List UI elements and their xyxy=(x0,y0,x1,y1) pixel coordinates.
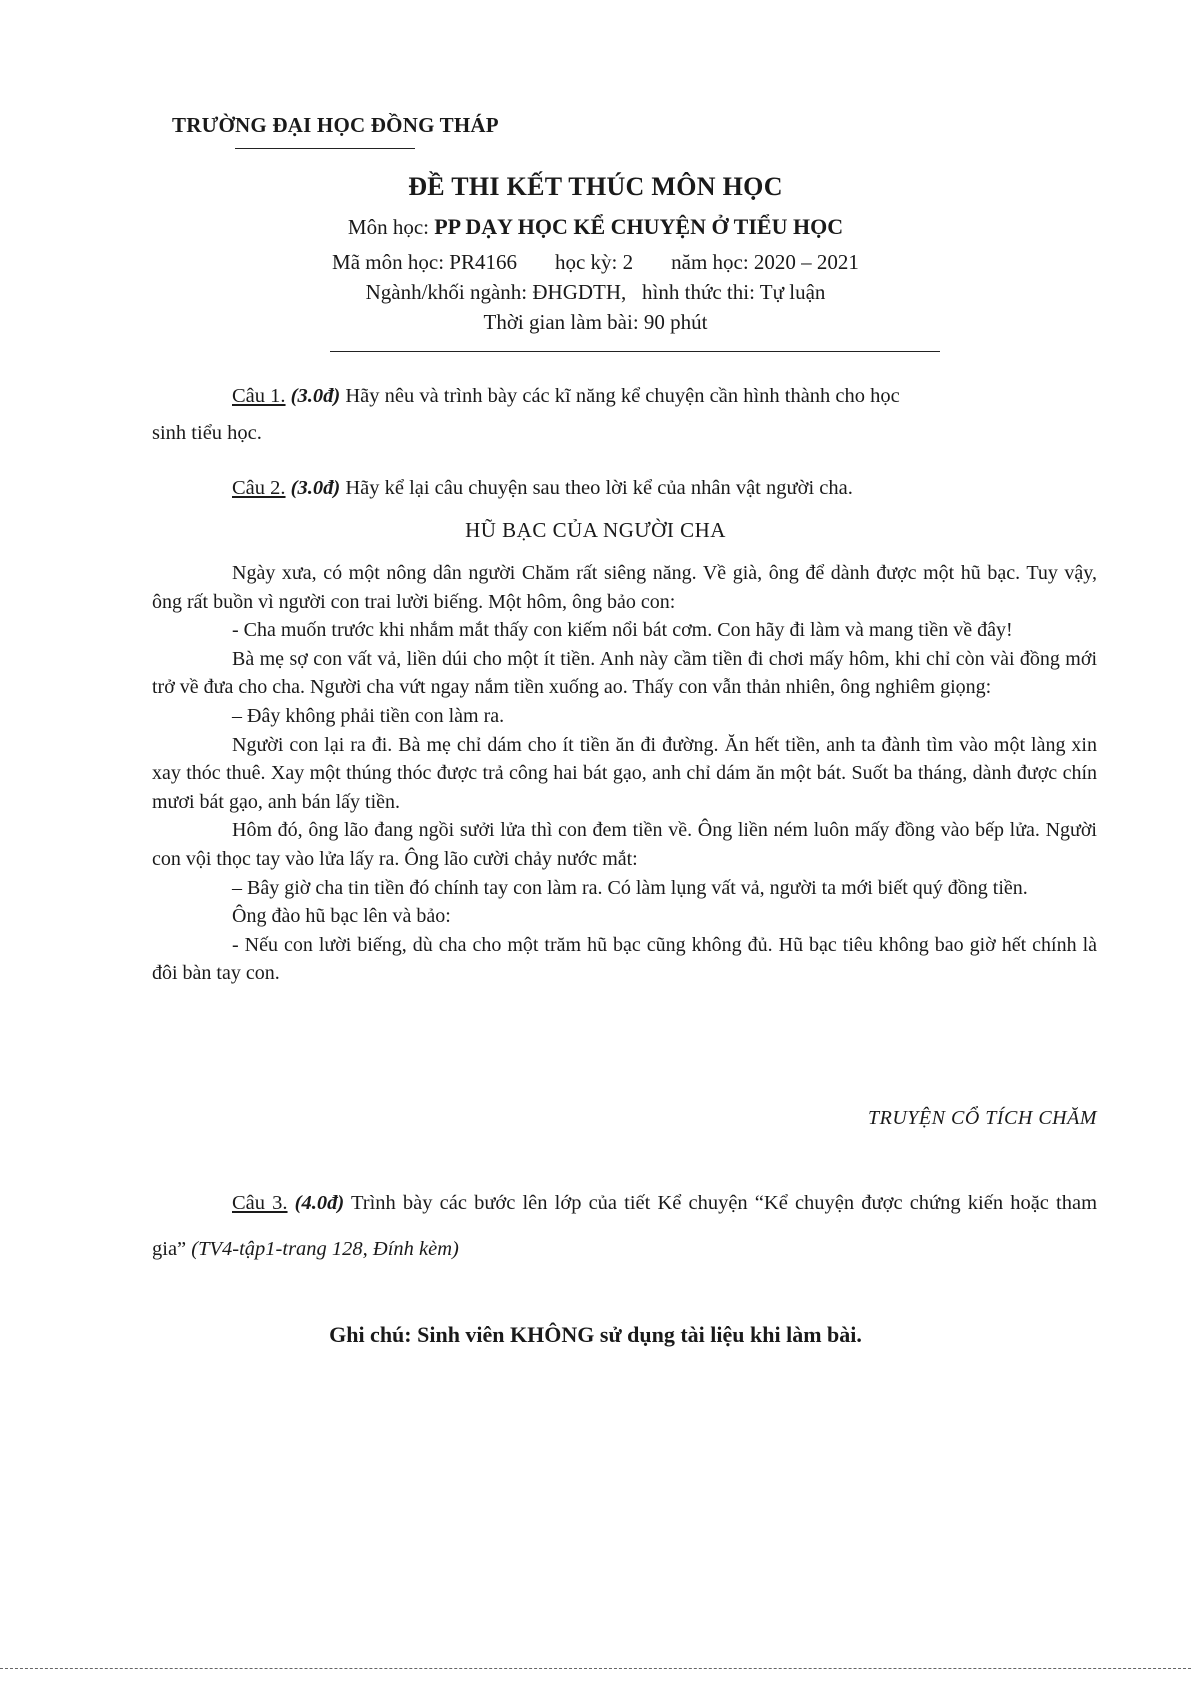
exam-title: ĐỀ THI KẾT THÚC MÔN HỌC xyxy=(408,172,783,201)
question-1-points: (3.0đ) xyxy=(290,385,341,407)
question-2-points: (3.0đ) xyxy=(290,477,341,499)
question-1 xyxy=(152,382,1097,448)
question-1-text-cont: sinh tiểu học. xyxy=(152,422,262,444)
subject-line xyxy=(0,214,1191,240)
story-paragraph: - Cha muốn trước khi nhắm mắt thấy con kiếm nổi bát cơm. Con hãy đi làm và mang tiền về đây! xyxy=(232,619,1013,642)
duration: Thời gian làm bài: 90 phút xyxy=(483,310,708,334)
question-1-text: Hãy nêu và trình bày các kĩ năng kể chuyện cần hình thành cho học xyxy=(345,385,900,407)
story-title: HŨ BẠC CỦA NGƯỜI CHA xyxy=(465,518,726,542)
story-paragraph: Bà mẹ sợ con vất vả, liền dúi cho một ít tiền. Anh này cầm tiền đi chơi mấy hôm, khi chỉ còn vài đồng mới trở về đưa cho cha. Người cha vứt ngay nắm tiền xuống ao. Thấy con vẫn thản nhiên, ông nghiêm giọng: xyxy=(152,647,1097,699)
header-divider xyxy=(330,351,940,352)
scan-edge xyxy=(0,1668,1191,1669)
story-source: TRUYỆN CỔ TÍCH CHĂM xyxy=(868,1107,1097,1129)
subject-label: Môn học: xyxy=(347,215,429,239)
story-paragraph: Ông đào hũ bạc lên và bảo: xyxy=(232,905,451,928)
course-info-line xyxy=(0,250,1191,275)
question-3-points: (4.0đ) xyxy=(294,1192,345,1214)
major-line xyxy=(0,280,1191,305)
exam-form: hình thức thi: Tự luận xyxy=(642,280,826,304)
school-name: TRƯỜNG ĐẠI HỌC ĐỒNG THÁP xyxy=(172,113,499,137)
question-3-reference: (TV4-tập1-trang 128, Đính kèm) xyxy=(191,1238,459,1260)
question-1-label: Câu 1. xyxy=(232,385,286,407)
story-paragraph: Người con lại ra đi. Bà mẹ chỉ dám cho ít tiền ăn đi đường. Ăn hết tiền, anh ta đành tìm vào một làng xin xay thóc thuê. Xay một thúng thóc được trả công hai bát gạo, anh chỉ dám ăn một bát. Suốt ba tháng, dành được chín mươi bát gạo, anh bán lấy tiền. xyxy=(152,733,1097,813)
story-paragraph: Ngày xưa, có một nông dân người Chăm rất siêng năng. Về già, ông để dành được một hũ bạc. Tuy vậy, ông rất buồn vì người con trai lười biếng. Một hôm, ông bảo con: xyxy=(152,562,1097,613)
question-2-text: Hãy kể lại câu chuyện sau theo lời kể của nhân vật người cha. xyxy=(345,477,853,499)
story-paragraph: – Bây giờ cha tin tiền đó chính tay con làm ra. Có làm lụng vất vả, người ta mới biết quý đồng tiền. xyxy=(232,876,1028,899)
exam-note: Ghi chú: Sinh viên KHÔNG sử dụng tài liệu khi làm bài. xyxy=(329,1322,862,1347)
school-year: năm học: 2020 – 2021 xyxy=(671,250,859,274)
question-2 xyxy=(152,474,1097,503)
school-underline xyxy=(235,148,415,149)
major: Ngành/khối ngành: ĐHGDTH, xyxy=(365,280,627,304)
course-code: Mã môn học: PR4166 xyxy=(332,250,517,274)
question-3-label: Câu 3. xyxy=(232,1192,288,1214)
story-paragraph: Hôm đó, ông lão đang ngồi sưởi lửa thì con đem tiền về. Ông liền ném luôn mấy đồng vào bếp lửa. Người con vội thọc tay vào lửa lấy ra. Ông lão cười chảy nước mắt: xyxy=(152,819,1097,870)
story-paragraph: – Đây không phải tiền con làm ra. xyxy=(232,704,505,727)
story-paragraph: - Nếu con lười biếng, dù cha cho một trăm hũ bạc cũng không đủ. Hũ bạc tiêu không bao giờ hết chính là đôi bàn tay con. xyxy=(152,933,1097,985)
semester: học kỳ: 2 xyxy=(554,250,634,274)
subject-name: PP DẠY HỌC KỂ CHUYỆN Ở TIỂU HỌC xyxy=(434,214,844,239)
story-body xyxy=(152,559,1097,988)
question-3 xyxy=(152,1180,1097,1272)
question-3-text: Trình bày các bước lên lớp của tiết Kể chuyện “Kể chuyện được chứng kiến hoặc tham gia” xyxy=(152,1192,1098,1260)
question-2-label: Câu 2. xyxy=(232,477,286,499)
